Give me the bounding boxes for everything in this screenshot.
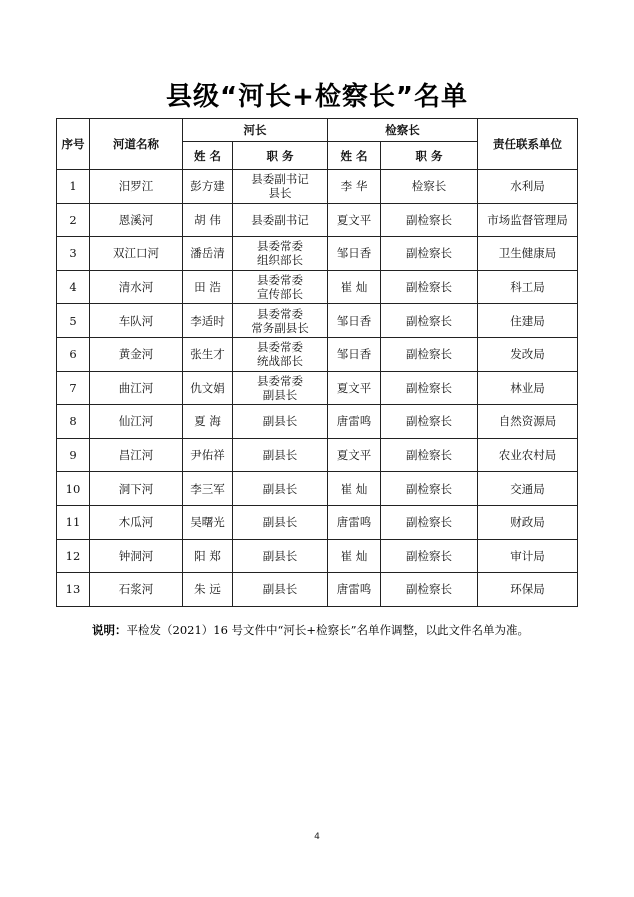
row-index-cell: 13 (57, 573, 90, 607)
procurator-name-cell: 唐雷鸣 (328, 573, 381, 607)
chief-position-line: 副县长 (262, 448, 298, 463)
chief-name-cell: 仇文娟 (183, 371, 233, 405)
procurator-position-cell: 副检察长 (381, 505, 478, 539)
procurator-position-cell: 副检察长 (381, 203, 478, 237)
chief-position-cell (233, 505, 328, 539)
procurator-name-cell: 夏文平 (328, 371, 381, 405)
row-index-cell: 5 (57, 304, 90, 338)
header-chief-name: 姓 名 (183, 142, 233, 170)
chief-position-line: 副县长 (262, 387, 298, 402)
procurator-name-cell: 崔 灿 (328, 472, 381, 506)
chief-position-cell (233, 539, 328, 573)
unit-cell: 发改局 (478, 337, 578, 371)
chief-name-cell: 张生才 (183, 337, 233, 371)
unit-cell: 农业农村局 (478, 438, 578, 472)
procurator-name-cell: 崔 灿 (328, 539, 381, 573)
procurator-name-cell: 邹日香 (328, 337, 381, 371)
chief-name-cell: 胡 伟 (183, 203, 233, 237)
row-index-cell: 9 (57, 438, 90, 472)
chief-position-line: 县委常委 (257, 273, 303, 288)
page-title: 县级“河长+检察长”名单 (166, 82, 468, 112)
chief-position-cell (233, 371, 328, 405)
chief-position-cell (233, 170, 328, 204)
chief-position-line: 县委常委 (257, 306, 303, 321)
table-row (57, 371, 578, 405)
unit-cell: 财政局 (478, 505, 578, 539)
procurator-position-cell: 副检察长 (381, 304, 478, 338)
row-index-cell: 3 (57, 237, 90, 271)
chief-name-cell: 田 浩 (183, 270, 233, 304)
header-unit: 责任联系单位 (478, 119, 578, 170)
chief-name-cell: 夏 海 (183, 405, 233, 439)
unit-cell: 科工局 (478, 270, 578, 304)
chief-position-cell (233, 573, 328, 607)
chief-position-line: 县长 (268, 186, 292, 201)
procurator-position-cell: 副检察长 (381, 472, 478, 506)
river-name-cell: 昌江河 (90, 438, 183, 472)
procurator-position-cell: 副检察长 (381, 438, 478, 472)
header-river: 河道名称 (90, 119, 183, 170)
header-index: 序号 (57, 119, 90, 170)
table-row (57, 337, 578, 371)
chief-name-cell: 吴曙光 (183, 505, 233, 539)
chief-position-line: 副县长 (262, 515, 298, 530)
procurator-position-cell: 副检察长 (381, 337, 478, 371)
unit-cell: 住建局 (478, 304, 578, 338)
chief-position-line: 宣传部长 (257, 287, 303, 302)
row-index-cell: 2 (57, 203, 90, 237)
river-name-cell: 木瓜河 (90, 505, 183, 539)
row-index-cell: 12 (57, 539, 90, 573)
river-name-cell: 曲江河 (90, 371, 183, 405)
procurator-name-cell: 邹日香 (328, 237, 381, 271)
row-index-cell: 11 (57, 505, 90, 539)
procurator-position-cell: 副检察长 (381, 405, 478, 439)
procurator-position-cell: 副检察长 (381, 237, 478, 271)
chief-position-cell (233, 270, 328, 304)
table-row (57, 405, 578, 439)
unit-cell: 林业局 (478, 371, 578, 405)
table-row (57, 573, 578, 607)
procurator-position-cell: 副检察长 (381, 371, 478, 405)
unit-cell: 卫生健康局 (478, 237, 578, 271)
chief-name-cell: 阳 郑 (183, 539, 233, 573)
table-row (57, 237, 578, 271)
unit-cell: 水利局 (478, 170, 578, 204)
table-row (57, 438, 578, 472)
chief-position-line: 副县长 (262, 548, 298, 563)
footnote-text: 平检发（2021）16 号文件中“河长+检察长”名单作调整，以此文件名单为准。 (126, 623, 529, 637)
page-number: 4 (314, 832, 320, 842)
chief-position-line: 县委副书记 (251, 172, 309, 187)
chief-position-line: 县委常委 (257, 239, 303, 254)
chief-position-line: 县委常委 (257, 340, 303, 355)
table-row (57, 203, 578, 237)
chief-position-line: 县委副书记 (251, 212, 309, 227)
chief-name-cell: 潘岳清 (183, 237, 233, 271)
table-row (57, 270, 578, 304)
chief-position-line: 县委常委 (257, 373, 303, 388)
chief-position-line: 常务副县长 (251, 320, 309, 335)
river-name-cell: 汨罗江 (90, 170, 183, 204)
procurator-name-cell: 夏文平 (328, 203, 381, 237)
chief-position-line: 副县长 (262, 582, 298, 597)
river-name-cell: 洞下河 (90, 472, 183, 506)
chief-position-line: 统战部长 (257, 354, 303, 369)
river-name-cell: 双江口河 (90, 237, 183, 271)
chief-name-cell: 尹佑祥 (183, 438, 233, 472)
river-name-cell: 恩溪河 (90, 203, 183, 237)
table-row (57, 170, 578, 204)
procurator-name-cell: 唐雷鸣 (328, 505, 381, 539)
row-index-cell: 6 (57, 337, 90, 371)
river-name-cell: 仙江河 (90, 405, 183, 439)
row-index-cell: 1 (57, 170, 90, 204)
chief-position-cell (233, 472, 328, 506)
roster-body (57, 170, 578, 607)
procurator-position-cell: 检察长 (381, 170, 478, 204)
unit-cell: 审计局 (478, 539, 578, 573)
table-row (57, 304, 578, 338)
procurator-position-cell: 副检察长 (381, 270, 478, 304)
unit-cell: 交通局 (478, 472, 578, 506)
chief-name-cell: 朱 远 (183, 573, 233, 607)
header-river-chief: 河长 (183, 119, 328, 142)
river-name-cell: 钟洞河 (90, 539, 183, 573)
chief-position-cell (233, 438, 328, 472)
procurator-name-cell: 唐雷鸣 (328, 405, 381, 439)
chief-position-line: 副县长 (262, 414, 298, 429)
header-proc-name: 姓 名 (328, 142, 381, 170)
chief-position-cell (233, 203, 328, 237)
chief-position-line: 副县长 (262, 481, 298, 496)
unit-cell: 自然资源局 (478, 405, 578, 439)
chief-position-line: 组织部长 (257, 253, 303, 268)
table-row (57, 472, 578, 506)
procurator-position-cell: 副检察长 (381, 539, 478, 573)
row-index-cell: 10 (57, 472, 90, 506)
river-name-cell: 黄金河 (90, 337, 183, 371)
chief-name-cell: 彭方建 (183, 170, 233, 204)
procurator-name-cell: 李 华 (328, 170, 381, 204)
footnote-lead: 说明： (92, 623, 127, 637)
footnote (92, 622, 529, 638)
table-row (57, 539, 578, 573)
row-index-cell: 7 (57, 371, 90, 405)
unit-cell: 市场监督管理局 (478, 203, 578, 237)
row-index-cell: 4 (57, 270, 90, 304)
unit-cell: 环保局 (478, 573, 578, 607)
header-proc-position: 职 务 (381, 142, 478, 170)
table-row (57, 505, 578, 539)
river-name-cell: 车队河 (90, 304, 183, 338)
chief-position-cell (233, 337, 328, 371)
procurator-position-cell: 副检察长 (381, 573, 478, 607)
procurator-name-cell: 夏文平 (328, 438, 381, 472)
river-name-cell: 清水河 (90, 270, 183, 304)
chief-position-cell (233, 237, 328, 271)
procurator-name-cell: 邹日香 (328, 304, 381, 338)
procurator-name-cell: 崔 灿 (328, 270, 381, 304)
header-procurator: 检察长 (328, 119, 478, 142)
river-name-cell: 石浆河 (90, 573, 183, 607)
row-index-cell: 8 (57, 405, 90, 439)
chief-name-cell: 李适时 (183, 304, 233, 338)
chief-name-cell: 李三军 (183, 472, 233, 506)
header-chief-position: 职 务 (233, 142, 328, 170)
roster-table (56, 118, 578, 607)
chief-position-cell (233, 304, 328, 338)
chief-position-cell (233, 405, 328, 439)
